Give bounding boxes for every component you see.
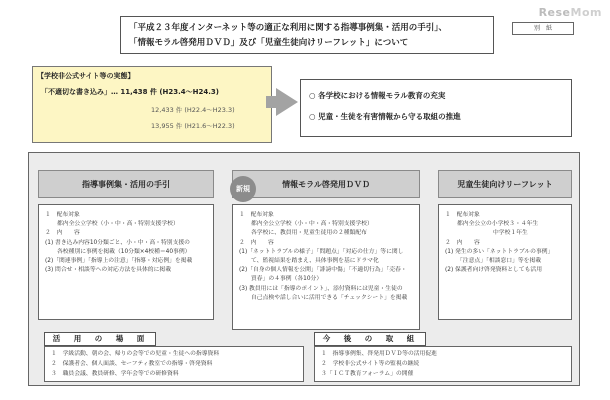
usage-box [44,346,304,382]
title-line-2: 「情報モラル啓発用ＤＶＤ」及び「児童生徒向けリーフレット」について [129,38,409,48]
column-3-band [438,170,572,198]
future-box [314,346,572,382]
col2-line: て、監視結果を踏まえ、具体事例を基にドラマ化 [251,258,379,265]
col3-line: 都内全公立の小学校３・４年生 [457,221,539,228]
title-box [120,16,494,54]
title-line-1: 「平成２３年度インターネット等の適正な利用に関する指導事例集・活用の手引」、 [129,23,447,33]
col3-line: (2) 保護者向け啓発資料としても活用 [445,267,543,274]
col2-line: 買春」の４事例（各10分） [251,276,323,283]
usage-title: 活 用 の 場 面 [44,332,156,346]
col2-line: (3) 教員用には「指導のポイント」、添付資料には児童・生徒の [239,285,403,292]
survey-row-1: 「不適切な書き込み」… 11,438 件 (H23.4〜H24.3) [41,88,219,96]
column-2-band [232,170,420,198]
col3-line: 「注意点」「相談窓口」等を掲載 [457,258,542,265]
resemom-logo: ReseMom [538,6,602,19]
right-arrow-icon [276,88,298,116]
goals-box [300,79,572,137]
column-1-title: 指導事例集・活用の手引 [82,180,170,189]
col3-line: (1) 発生の多い「ネットトラブルの事例」 [445,248,554,255]
col1-line: (1) 書き込み内容10分類ごと、小・中・高・特別支援の [45,239,190,246]
attachment-label: 別 紙 [512,22,574,35]
col2-line: (2)「自身の個人情報を公開」「誹謗中傷」「不適切行為」「売春・ [239,267,407,274]
column-2-panel [232,204,420,330]
column-1-band [38,170,214,198]
column-1-panel [38,204,214,320]
col1-line: (3) 問合せ・相談等への対応方法を具体的に掲載 [45,267,171,274]
column-2-title: 情報モラル啓発用ＤＶＤ [282,180,370,189]
col2-line: 都内全公立学校（小・中・高・特別支援学校） [251,221,373,228]
col3-line: ２ 内 容 [445,239,480,246]
future-line: １ 指導事例集、啓発用ＤＶＤ等の活用促進 [321,351,437,357]
col1-line: 都内全公立学校（小・中・高・特別支援学校） [57,221,179,228]
new-badge: 新規 [230,176,256,202]
col1-line: (2)「関連事例」「指導上の注意」「指導・対応例」を掲載 [45,258,193,265]
survey-header: 【学校非公式サイト等の実態】 [37,72,135,80]
survey-box [32,66,272,143]
column-3-title: 児童生徒向けリーフレット [457,180,553,189]
future-line: ３「ＩＣＴ教育フォーラム」の開催 [321,371,414,377]
col2-line: 自己点検や話し合いに活用できる「チェックシート」を掲載 [251,294,408,301]
future-title: 今 後 の 取 組 [314,332,426,346]
col2-line: １ 配布対象 [239,212,274,218]
usage-line: ３ 職員会議、教員研修、学年会等での研修資料 [51,371,179,377]
column-3-panel [438,204,572,320]
col1-line: 各校種別に事例を掲載（10分類×4校種＝40事例） [57,248,191,255]
col2-line: (1)「ネットトラブルの様子」「問題点」「対応の仕方」等に関し [239,248,404,255]
usage-line: ２ 保護者会、個人面談、セーフティ教室での指導・啓発資料 [51,361,213,367]
usage-line: １ 学級活動、朝の会、帰りの会等での児童・生徒への指導資料 [51,351,220,357]
goal-2: ○ 児童・生徒を有害情報から守る取組の推進 [309,112,461,121]
survey-row-2: 12,433 件 (H22.4〜H23.3) [151,106,235,114]
col1-line: １ 配布対象 [45,212,80,218]
col2-line: ２ 内 容 [239,239,274,246]
col3-line: 中学校１年生 [493,230,528,237]
col2-line: 各学校に、教員用・児童生徒用の２種類配布 [251,230,367,237]
col3-line: １ 配布対象 [445,212,480,218]
survey-row-3: 13,955 件 (H21.6〜H22.3) [151,122,235,130]
future-line: ２ 学校非公式サイト等の監視の継続 [321,361,420,367]
col1-line: ２ 内 容 [45,230,80,237]
goal-1: ○ 各学校における情報モラル教育の充実 [309,91,446,100]
